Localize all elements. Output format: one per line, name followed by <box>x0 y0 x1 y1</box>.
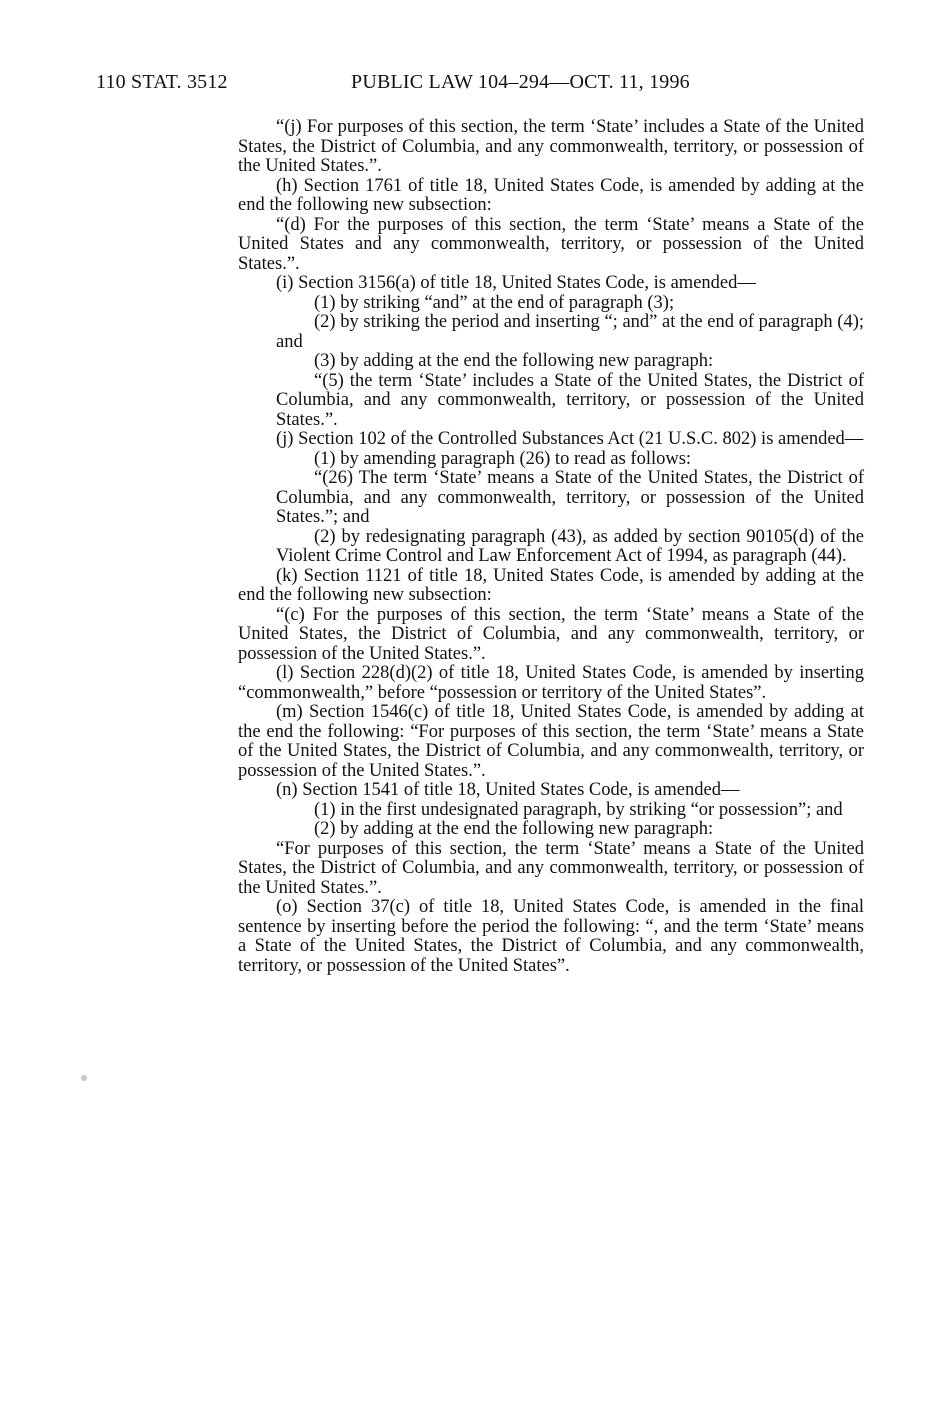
body-text <box>238 118 864 976</box>
statute-citation: 110 STAT. 3512 <box>96 71 228 93</box>
paragraph-i-5-definition: “(5) the term ‘State’ includes a State of the United States, the District of Columbia, and any commonwealth, territory, or possession of the United States.”. <box>276 370 864 430</box>
paragraph-n-2: (2) by adding at the end the following new paragraph: <box>314 819 714 839</box>
paragraph-j-1: (1) by amending paragraph (26) to read as follows: <box>314 448 692 469</box>
paragraph-o: (o) Section 37(c) of title 18, United States Code, is amended in the final sentence by inserting before the period the following: “, and the term ‘State’ means a State of the United States, the District of Columbia, and any commonwealth, territory, or possession of the United States”. <box>238 897 864 976</box>
paragraph-j-2: (2) by redesignating paragraph (43), as added by section 90105(d) of the Violent Crime Control and Law Enforcement Act of 1994, as paragraph (44). <box>276 526 864 566</box>
paragraph-l: (l) Section 228(d)(2) of title 18, United States Code, is amended by inserting “commonwealth,” before “possession or territory of the United States”. <box>238 663 864 703</box>
paragraph-k: (k) Section 1121 of title 18, United States Code, is amended by adding at the end the following new subsection: <box>238 565 864 605</box>
paragraph-i-2: (2) by striking the period and inserting “; and” at the end of paragraph (4); and <box>276 312 864 352</box>
paragraph-n-1: (1) in the first undesignated paragraph, by striking “or possession”; and <box>314 799 843 820</box>
scan-speck <box>81 1075 87 1081</box>
paragraph-m: (m) Section 1546(c) of title 18, United States Code, is amended by adding at the end the following: “For purposes of this section, the term ‘State’ means a State of the United States, the District of Columbia, and any commonwealth, territory, or possession of the United States.”. <box>238 702 864 781</box>
paragraph-i-1: (1) by striking “and” at the end of paragraph (3); <box>314 292 675 313</box>
paragraph-i-3: (3) by adding at the end the following new paragraph: <box>314 351 714 371</box>
public-law-title: PUBLIC LAW 104–294—OCT. 11, 1996 <box>351 71 690 93</box>
paragraph-j-definition: “(j) For purposes of this section, the term ‘State’ includes a State of the United States, the District of Columbia, and any commonwealth, territory, or possession of the United States.”. <box>238 117 864 176</box>
paragraph-i: (i) Section 3156(a) of title 18, United States Code, is amended— <box>276 273 756 293</box>
paragraph-n: (n) Section 1541 of title 18, United States Code, is amended— <box>276 780 740 800</box>
paragraph-n-2-text: “For purposes of this section, the term ‘State’ means a State of the United States, the District of Columbia, and any commonwealth, territory, or possession of the United States.”. <box>238 838 864 898</box>
paragraph-j-26-definition: “(26) The term ‘State’ means a State of the United States, the District of Columbia, and any commonwealth, territory, or possession of the United States.”; and <box>276 468 864 527</box>
paragraph-d-definition: “(d) For the purposes of this section, the term ‘State’ means a State of the United States and any commonwealth, territory, or possession of the United States.”. <box>238 214 864 274</box>
page-header <box>96 71 776 95</box>
paragraph-h: (h) Section 1761 of title 18, United States Code, is amended by adding at the end the following new subsection: <box>238 175 864 215</box>
paragraph-j: (j) Section 102 of the Controlled Substances Act (21 U.S.C. 802) is amended— <box>276 429 864 449</box>
paragraph-c-definition: “(c) For the purposes of this section, the term ‘State’ means a State of the United States, the District of Columbia, and any commonwealth, territory, or possession of the United States.”. <box>238 604 864 664</box>
